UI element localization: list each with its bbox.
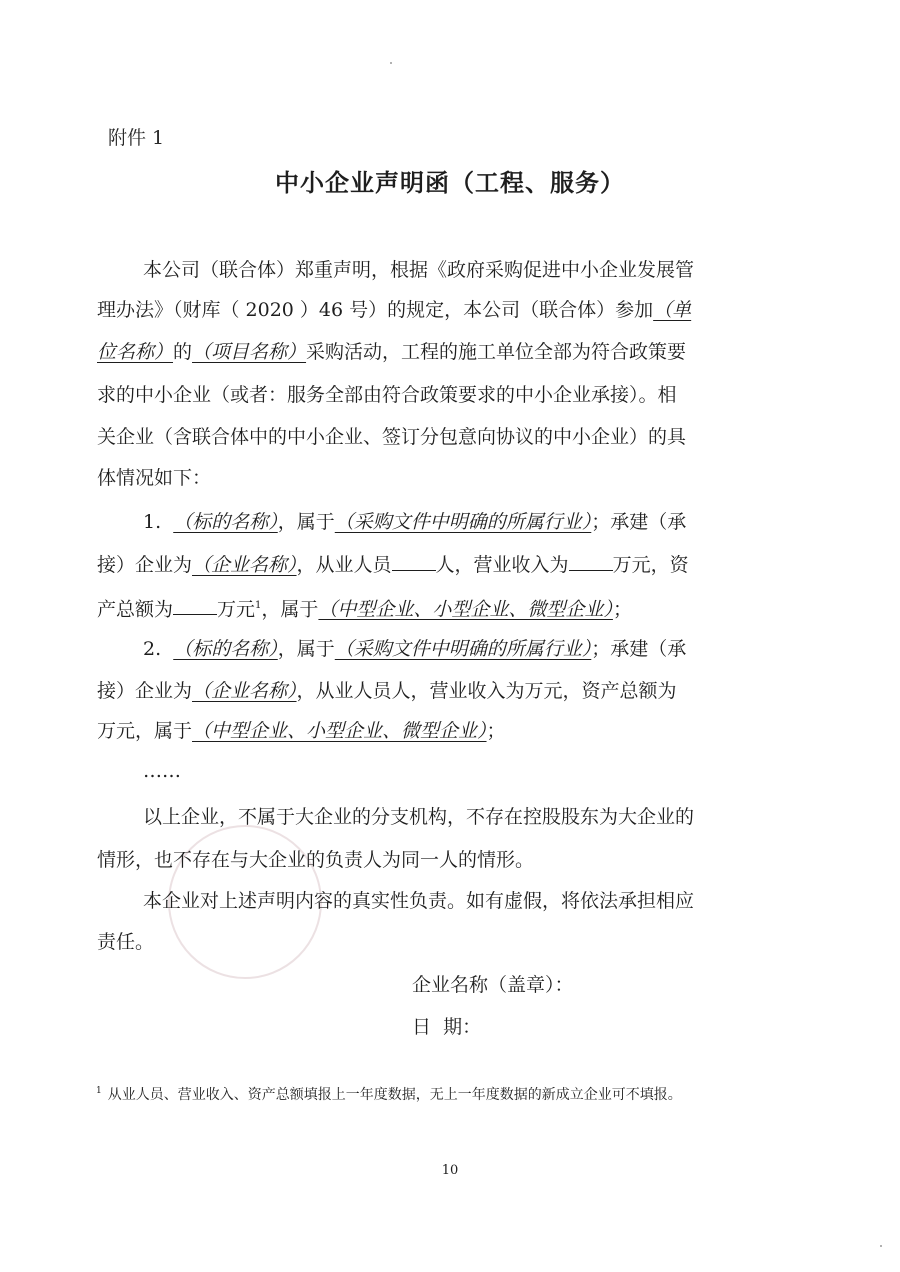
statement-line-1: 以上企业，不属于大企业的分支机构，不存在控股股东为大企业的 [143, 806, 695, 828]
company-name-blank: （企业名称） [192, 554, 297, 576]
company-name-blank: （企业名称） [192, 680, 297, 702]
statement-line-2: 情形，也不存在与大企业的负责人为同一人的情形。 [97, 849, 535, 871]
item2-line-2: 接）企业为（企业名称），从业人员人，营业收入为万元，资产总额为 [97, 680, 677, 702]
intro-line-6: 体情况如下： [97, 467, 212, 489]
item1-line-1: 1. （标的名称），属于（采购文件中明确的所属行业）；承建（承 [143, 511, 687, 533]
intro-line-1: 本公司（联合体）郑重声明，根据《政府采购促进中小企业发展管 [143, 259, 695, 281]
intro-line-5: 关企业（含联合体中的中小企业、签订分包意向协议的中小企业）的具 [97, 426, 687, 448]
target-name-blank: （标的名称） [173, 638, 278, 660]
attachment-label: 附件 1 [108, 127, 165, 149]
scan-speck [880, 1245, 882, 1247]
enterprise-size-blank: （中型企业、小型企业、微型企业） [318, 598, 613, 621]
assets-blank [173, 596, 217, 615]
footnote-mark: 1 [96, 1086, 102, 1097]
unit-name-blank: 位名称） [97, 341, 174, 363]
item1-line-2: 接）企业为（企业名称），从业人员 人，营业收入为 万元，资 [97, 554, 689, 576]
scan-speck [390, 62, 392, 64]
industry-blank: （采购文件中明确的所属行业） [334, 511, 592, 533]
revenue-blank [569, 552, 613, 571]
statement-line-4: 责任。 [97, 931, 155, 953]
enterprise-size-blank: （中型企业、小型企业、微型企业） [192, 720, 487, 742]
employee-count-blank [392, 552, 436, 571]
item1-line-3: 产总额为 万元$^1$，属于（中型企业、小型企业、微型企业）； [97, 598, 632, 621]
intro-line-3: 位名称）的（项目名称）采购活动，工程的施工单位全部为符合政策要 [97, 341, 687, 363]
item2-line-3: 万元，属于（中型企业、小型企业、微型企业）； [97, 720, 506, 742]
footnote-reference: 1 [255, 600, 262, 611]
date-label: 日 期： [412, 1016, 482, 1038]
page-title: 中小企业声明函（工程、服务） [275, 168, 625, 197]
intro-line-4: 求的中小企业（或者：服务全部由符合政策要求的中小企业承接）。相 [97, 384, 677, 406]
footnote: $^1$ 从业人员、营业收入、资产总额填报上一年度数据，无上一年度数据的新成立企业可不填报。 [96, 1086, 682, 1103]
page-number: 10 [441, 1163, 459, 1178]
statement-line-3: 本企业对上述声明内容的真实性负责。如有虚假，将依法承担相应 [143, 890, 695, 912]
target-name-blank: （标的名称） [173, 511, 278, 533]
item2-line-1: 2. （标的名称），属于（采购文件中明确的所属行业）；承建（承 [143, 638, 687, 660]
industry-blank: （采购文件中明确的所属行业） [334, 638, 592, 660]
intro-line-2: 理办法》（财库（ 2020 ）46 号）的规定，本公司（联合体）参加（单 [97, 299, 692, 321]
company-seal-label: 企业名称（盖章）： [412, 974, 574, 996]
ellipsis: …… [143, 760, 181, 782]
project-name-blank: （项目名称） [192, 341, 307, 363]
unit-name-blank: （单 [653, 299, 692, 321]
